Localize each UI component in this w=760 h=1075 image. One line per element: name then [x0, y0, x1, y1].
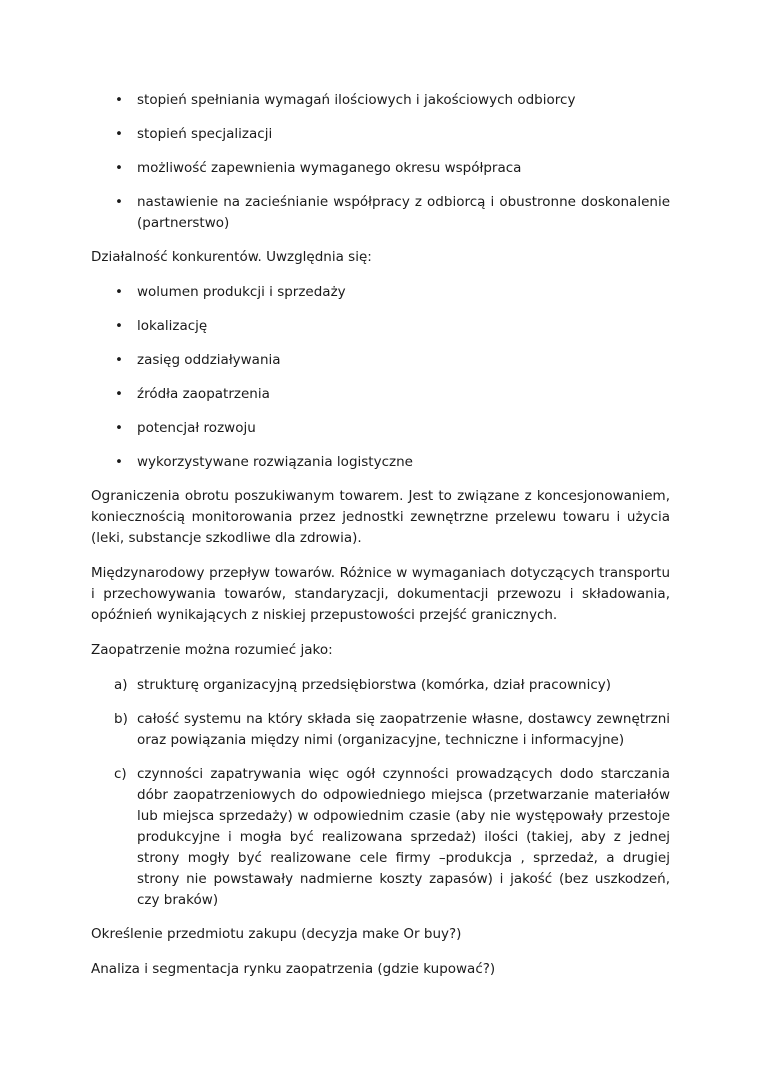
- list-item: [91, 316, 670, 337]
- bullet-icon: •: [115, 352, 123, 368]
- bullet-icon: •: [115, 92, 123, 108]
- competitors-bullet-list: [91, 282, 670, 473]
- list-item: [91, 675, 670, 696]
- bullet-icon: •: [115, 454, 123, 470]
- paragraph-supply-intro: Zaopatrzenie można rozumieć jako:: [91, 642, 333, 658]
- bullet-icon: •: [115, 126, 123, 142]
- list-marker: a): [114, 677, 128, 693]
- list-item: [91, 764, 670, 911]
- list-item: [91, 282, 670, 303]
- list-marker: b): [114, 711, 128, 727]
- bullet-icon: •: [115, 386, 123, 402]
- list-item-text: stopień specjalizacji: [137, 126, 273, 142]
- bullet-icon: •: [115, 194, 123, 210]
- list-item-text: strukturę organizacyjną przedsiębiorstwa (komórka, dział pracownicy): [137, 677, 612, 693]
- paragraph-trade-restrictions: Ograniczenia obrotu poszukiwanym towarem. Jest to związane z koncesjonowaniem, koniecznością monitorowania przez jednostki zewnętrzne przelewu towaru i użycia (leki, substancje szkodliwe dla zdrowia).: [91, 488, 670, 546]
- list-item: [91, 158, 670, 179]
- list-item-text: nastawienie na zacieśnianie współpracy z odbiorcą i obustronne doskonalenie (partnerstwo): [137, 194, 670, 231]
- list-item: [91, 709, 670, 751]
- paragraph-competitors-intro: Działalność konkurentów. Uwzględnia się:: [91, 249, 372, 265]
- list-item-text: zasięg oddziaływania: [137, 352, 281, 368]
- paragraph-purchase-subject: Określenie przedmiotu zakupu (decyzja make Or buy?): [91, 926, 462, 942]
- list-item-text: lokalizację: [137, 318, 208, 334]
- list-item-text: źródła zaopatrzenia: [137, 386, 270, 402]
- list-item-text: wykorzystywane rozwiązania logistyczne: [137, 454, 413, 470]
- list-item: [91, 350, 670, 371]
- bullet-icon: •: [115, 420, 123, 436]
- paragraph-international-flow: Międzynarodowy przepływ towarów. Różnice w wymaganiach dotyczących transportu i przechowywania towarów, standaryzacji, dokumentacji przewozu i składowania, opóźnień wynikających z niskiej przepustowości przejść granicznych.: [91, 565, 670, 623]
- list-item: [91, 124, 670, 145]
- bullet-icon: •: [115, 284, 123, 300]
- list-item: [91, 192, 670, 234]
- list-item-text: stopień spełniania wymagań ilościowych i jakościowych odbiorcy: [137, 92, 576, 108]
- list-item-text: potencjał rozwoju: [137, 420, 256, 436]
- list-item-text: całość systemu na który składa się zaopatrzenie własne, dostawcy zewnętrzni oraz powiązania między nimi (organizacyjne, techniczne i informacyjne): [137, 711, 670, 748]
- list-item-text: wolumen produkcji i sprzedaży: [137, 284, 346, 300]
- list-item: [91, 418, 670, 439]
- list-item: [91, 452, 670, 473]
- bullet-icon: •: [115, 160, 123, 176]
- bullet-icon: •: [115, 318, 123, 334]
- supplier-criteria-bullet-list: [91, 90, 670, 234]
- paragraph-market-analysis: Analiza i segmentacja rynku zaopatrzenia (gdzie kupować?): [91, 961, 496, 977]
- list-item: [91, 90, 670, 111]
- supply-definitions-list: [91, 675, 670, 911]
- list-item: [91, 384, 670, 405]
- list-marker: c): [114, 766, 127, 782]
- list-item-text: czynności zapatrywania więc ogół czynności prowadzących dodo starczania dóbr zaopatrzeniowych do odpowiedniego miejsca (przetwarzanie materiałów lub miejsca sprzedaży) w odpowiednim czasie (aby nie występowały przestoje produkcyjne i mogła być realizowana sprzedaż) ilości (takiej, aby z jednej strony mogły być realizowane cele firmy –produkcja , sprzedaż, a drugiej strony nie powstawały nadmierne koszty zapasów) i jakość (bez uszkodzeń, czy braków): [137, 766, 670, 908]
- list-item-text: możliwość zapewnienia wymaganego okresu współpraca: [137, 160, 522, 176]
